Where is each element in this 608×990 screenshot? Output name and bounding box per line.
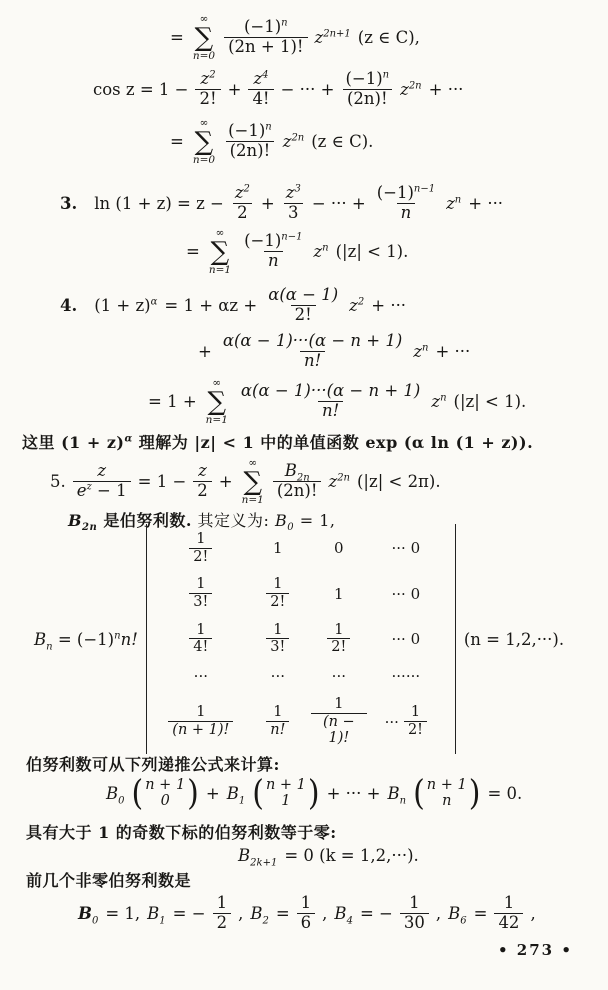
fraction-numerator — [197, 70, 220, 89]
numerator-exponent: n — [281, 17, 288, 29]
tail-ellipsis: + ··· — [428, 79, 464, 99]
binomial-top: n + 1 — [145, 777, 186, 793]
domain-condition: (z ∈ C). — [311, 132, 374, 151]
note-single-valued-function — [22, 430, 533, 453]
matrix-cell — [266, 622, 289, 656]
note-post: 理解为 |z| < 1 中的单值函数 exp (α ln (1 + z)). — [132, 433, 534, 452]
summation — [242, 458, 264, 505]
fraction-numerator — [373, 184, 439, 203]
cell-denominator: (n + 1)! — [168, 721, 233, 739]
fraction-denominator: 2 — [233, 203, 252, 223]
odd-index-intro-text: 具有大于 1 的奇数下标的伯努利数等于零: — [26, 823, 337, 842]
fraction-denominator: 6 — [297, 913, 316, 933]
cell-denominator: 2! — [189, 548, 212, 566]
summation — [206, 378, 228, 425]
binomial-bottom: n — [442, 792, 452, 809]
fraction — [224, 18, 307, 57]
fraction — [193, 462, 212, 501]
subscript-n: n — [46, 640, 53, 652]
recurrence-intro-text: 伯努利数可从下列递推公式来计算: — [26, 755, 280, 774]
exponent: 2n — [291, 132, 305, 144]
summation-upper-limit: ∞ — [248, 457, 258, 469]
plus-operator: + — [218, 472, 233, 491]
cell-numerator: 1 — [196, 704, 206, 721]
numerator-base: (−1) — [345, 69, 383, 88]
fraction-denominator: 3 — [284, 203, 303, 223]
exponent: 2n+1 — [323, 28, 351, 40]
matrix-cell — [311, 696, 367, 747]
numerator-base: (−1) — [376, 183, 414, 202]
value-B1 — [147, 903, 166, 927]
subscript-4: 4 — [346, 915, 353, 927]
formula-bernoulli-values — [78, 894, 536, 933]
power-term — [283, 132, 305, 151]
binomial-bottom: 1 — [281, 792, 291, 809]
bernoulli-B: B — [34, 629, 47, 649]
summation-upper-limit: ∞ — [199, 117, 209, 129]
plain-text: 其定义为: — [191, 511, 275, 530]
variable-z: z — [328, 472, 338, 491]
fraction — [373, 184, 439, 223]
value-B0 — [78, 903, 99, 927]
equals-sign: = — [275, 903, 290, 923]
alpha-exponent: α — [150, 296, 158, 308]
variable-z: z — [349, 295, 358, 315]
equals-minus: = − — [172, 903, 206, 923]
cell-numerator: 1 — [273, 576, 283, 593]
fraction-denominator: n — [264, 251, 283, 271]
open-paren: ( — [252, 773, 264, 814]
bernoulli-B: B — [78, 903, 92, 923]
bold-text: 是伯努利数. — [97, 511, 192, 530]
summation-upper-limit: ∞ — [212, 377, 222, 389]
numerator-exponent: n — [382, 69, 390, 81]
bernoulli-B: B — [68, 511, 83, 530]
domain-condition: (|z| < 2π). — [357, 472, 441, 491]
matrix-cell: ··· 0 — [391, 539, 421, 558]
alpha-exponent: α — [124, 433, 133, 445]
cell-numerator: 1 — [196, 576, 206, 593]
close-paren: ) — [187, 773, 199, 814]
item-number: 3. — [60, 193, 78, 213]
fraction-numerator — [224, 122, 276, 141]
value-B6 — [448, 903, 467, 927]
bernoulli-B: B — [238, 846, 251, 865]
comma: , — [530, 903, 536, 923]
cell-dots: ··· — [384, 712, 399, 731]
matrix-cell — [189, 531, 212, 565]
coefficient-B1 — [226, 784, 246, 807]
summation — [193, 14, 215, 61]
cell-numerator: 1 — [410, 704, 421, 721]
variable-z: z — [285, 183, 295, 202]
power-term — [413, 342, 428, 361]
fraction-numerator: α(α − 1) — [268, 285, 339, 304]
summation-lower-limit: n=0 — [192, 153, 216, 166]
ellipsis-operators: − ··· + — [280, 79, 335, 99]
domain-condition: (|z| < 1). — [453, 392, 527, 411]
summation — [193, 118, 215, 165]
exponent-z: z — [86, 481, 92, 493]
summation-lower-limit: n=0 — [192, 49, 216, 62]
fraction — [341, 70, 393, 109]
matrix-cell: ··· — [270, 667, 285, 686]
power-term — [328, 472, 350, 491]
exponent: n — [440, 392, 447, 404]
matrix-cell: 1 — [334, 584, 344, 603]
exponent: 3 — [294, 183, 301, 195]
note-pre: 这里 (1 + z) — [22, 433, 125, 452]
matrix-cell — [385, 704, 427, 738]
plus-operator: + — [227, 79, 242, 99]
exponent-n: n — [114, 630, 121, 641]
variable-z: z — [431, 392, 441, 411]
domain-condition: (|z| < 1). — [335, 242, 409, 261]
bernoulli-B: B — [334, 903, 347, 923]
fraction — [494, 894, 523, 933]
fraction — [73, 462, 131, 501]
summation-lower-limit: n=1 — [205, 413, 228, 426]
fraction-denominator: 2 — [213, 913, 232, 933]
bernoulli-determinant-formula — [34, 530, 565, 747]
matrix-cell — [189, 622, 212, 656]
formula-ln-expansion — [60, 184, 503, 223]
close-paren: ) — [307, 773, 320, 814]
fraction-numerator: α(α − 1)···(α − n + 1) — [222, 331, 403, 350]
comma: , — [322, 903, 328, 923]
cell-numerator: 1 — [196, 621, 206, 638]
matrix-cell: ··· 0 — [391, 629, 421, 648]
value-B2 — [250, 903, 269, 927]
fraction — [195, 70, 220, 109]
binomial-top: n + 1 — [426, 777, 467, 793]
bernoulli-B0: B — [275, 511, 288, 530]
summation-upper-limit: ∞ — [199, 13, 209, 25]
cell-denominator: 2! — [327, 638, 350, 656]
numerator-exponent: n — [265, 121, 272, 133]
tail-ellipsis: + ··· — [371, 295, 407, 315]
fraction-denominator: (2n)! — [343, 89, 392, 109]
tail-ellipsis: + ··· — [435, 341, 471, 361]
variable-z: z — [200, 69, 210, 88]
binomial-bottom: 0 — [160, 792, 170, 809]
cell-denominator: 2! — [404, 721, 427, 739]
open-paren: ( — [413, 773, 425, 814]
mid-text: = 1 + αz + — [164, 295, 258, 315]
variable-z: z — [314, 28, 324, 47]
exponent: 2n — [408, 80, 422, 92]
fraction-denominator: n! — [300, 351, 325, 371]
fraction-denominator: 2! — [195, 89, 220, 109]
summation-lower-limit: n=1 — [241, 493, 264, 506]
matrix-cell: ··· — [331, 667, 346, 686]
bernoulli-B: B — [448, 903, 461, 923]
matrix-cell: 1 — [273, 539, 283, 558]
variable-z: z — [446, 193, 455, 213]
binomial-column — [143, 778, 187, 810]
summation-lower-limit: n=1 — [208, 263, 232, 276]
cell-denominator: 2! — [266, 593, 289, 611]
power-term — [446, 194, 461, 213]
fraction-denominator — [73, 481, 131, 501]
equals-minus-one: = (−1) — [52, 629, 115, 649]
binomial-coefficient — [252, 773, 320, 814]
cell-denominator: n! — [266, 721, 289, 739]
power-term — [431, 392, 446, 411]
matrix-cell: ··· — [193, 667, 208, 686]
fraction-denominator: n — [397, 203, 416, 223]
bernoulli-B: B — [250, 903, 263, 923]
formula-odd-bernoulli-zero — [238, 846, 419, 869]
fraction-denominator: 2! — [291, 305, 316, 325]
binomial-coefficient — [131, 773, 199, 814]
exponent: n — [422, 342, 429, 354]
fraction — [297, 894, 316, 933]
power-term — [400, 80, 422, 99]
fraction-numerator — [341, 70, 393, 89]
fraction — [264, 286, 342, 325]
binomial-column — [425, 778, 469, 810]
equals-zero: = 0. — [487, 784, 523, 804]
fraction — [240, 232, 306, 271]
subscript-1: 1 — [238, 795, 246, 807]
comma: , — [238, 903, 244, 923]
variable-z: z — [253, 69, 263, 88]
fraction — [273, 462, 322, 501]
determinant-matrix — [146, 524, 456, 754]
variable-z: z — [234, 183, 244, 202]
bernoulli-B: B — [147, 903, 160, 923]
fraction-denominator: 2 — [193, 481, 212, 501]
formula-binomial-general-term — [198, 332, 470, 371]
fraction — [400, 894, 429, 933]
close-paren: ) — [468, 773, 481, 814]
item-number: 4. — [60, 295, 78, 315]
formula-binomial-series — [60, 286, 406, 325]
exponent: 2 — [243, 183, 250, 195]
coefficient-Bn — [387, 784, 407, 807]
fraction-denominator: (2n + 1)! — [224, 37, 307, 57]
summation-upper-limit: ∞ — [215, 227, 225, 239]
fraction-numerator: 1 — [300, 893, 312, 912]
power-term — [313, 242, 328, 261]
formula-binomial-series-sum — [148, 378, 526, 425]
subscript-2k1: 2k+1 — [250, 857, 278, 869]
cell-denominator: 4! — [189, 638, 212, 656]
fraction-numerator — [281, 461, 314, 484]
sigma-symbol: ∑ — [207, 386, 227, 417]
bernoulli-B: B — [387, 784, 400, 804]
equals-zero-range: = 0 (k = 1,2,···). — [284, 846, 419, 865]
fraction-numerator: 1 — [409, 893, 420, 912]
numerator-base: (−1) — [243, 17, 282, 37]
equals-minus: = − — [359, 903, 393, 923]
fraction-denominator: (2n)! — [226, 141, 275, 161]
cell-numerator: 1 — [334, 621, 344, 638]
lead-text: ln (1 + z) = z − — [94, 193, 224, 213]
variable-z: z — [282, 132, 292, 151]
subscript-1: 1 — [159, 915, 166, 927]
bernoulli-B: B — [226, 784, 239, 804]
plus-operator: + — [198, 341, 212, 361]
cell-denominator: (n − 1)! — [311, 713, 367, 747]
formula-sin-series-sum — [170, 14, 420, 61]
determinant-lhs — [34, 629, 138, 652]
numerator-base: (−1) — [244, 231, 282, 251]
comma: , — [435, 903, 442, 923]
cell-fraction — [404, 704, 427, 738]
fraction-numerator — [240, 232, 306, 251]
cell-denominator: 3! — [189, 593, 212, 611]
tail-ellipsis: + ··· — [468, 193, 504, 213]
value-B4 — [334, 903, 353, 927]
fraction-numerator: 1 — [503, 893, 515, 912]
mid-text: = 1 − — [137, 472, 187, 491]
exponent: n — [322, 242, 329, 254]
open-paren: ( — [131, 773, 144, 814]
power-base — [94, 296, 157, 315]
page-number: • 273 • — [498, 941, 573, 959]
sigma-symbol: ∑ — [194, 22, 214, 53]
plus-operator: + — [260, 193, 275, 213]
equals-one: = 1, — [105, 903, 141, 923]
fraction-denominator: 30 — [400, 913, 429, 933]
formula-cos-expansion — [93, 70, 463, 109]
cell-numerator: 1 — [334, 696, 344, 713]
matrix-cell — [168, 704, 233, 738]
fraction-numerator — [282, 184, 305, 203]
bernoulli-B: B — [106, 784, 119, 804]
fraction-numerator: 1 — [216, 893, 228, 912]
cell-numerator: 1 — [273, 621, 283, 638]
numerator-exponent: n−1 — [413, 183, 436, 195]
fraction — [219, 332, 406, 371]
fraction-denominator: (2n)! — [273, 481, 322, 501]
subscript-2n: 2n — [296, 472, 310, 484]
minus-one: − 1 — [91, 481, 127, 500]
n-factorial: n! — [120, 629, 138, 649]
exponent: 2 — [357, 296, 365, 308]
sigma-symbol: ∑ — [194, 126, 214, 157]
subscript-2: 2 — [262, 915, 269, 927]
coefficient-B0 — [106, 784, 125, 807]
item-number: 5. — [50, 472, 66, 491]
fraction-numerator: z — [97, 461, 107, 481]
variable-z: z — [313, 242, 323, 261]
bernoulli-B: B — [284, 461, 297, 481]
equals-sign: = — [186, 242, 200, 261]
matrix-cell — [266, 576, 289, 610]
fraction — [213, 894, 232, 933]
fraction-numerator — [240, 18, 292, 37]
subscript-6: 6 — [460, 915, 467, 927]
fraction-numerator — [231, 184, 254, 203]
cell-numerator: 1 — [273, 704, 283, 721]
formula-ln-series-sum — [186, 228, 408, 275]
binomial-coefficient — [413, 773, 481, 814]
fraction-numerator: α(α − 1)···(α − n + 1) — [240, 381, 421, 401]
binomial-column — [264, 778, 308, 810]
subscript-0: 0 — [118, 795, 125, 807]
fraction-denominator: n! — [318, 401, 343, 421]
equals-sign: = — [473, 903, 488, 923]
fraction-numerator — [249, 70, 272, 89]
exponent: 2 — [209, 69, 216, 81]
nonzero-values-intro-text: 前几个非零伯努利数是 — [26, 871, 192, 890]
matrix-cell — [189, 576, 212, 610]
subscript-n: n — [399, 795, 407, 807]
cell-denominator: 3! — [266, 638, 289, 656]
ellipsis-operators: + ··· + — [326, 784, 381, 804]
fraction — [224, 122, 276, 161]
power-term — [315, 28, 351, 47]
formula-cos-series-sum — [170, 118, 373, 165]
cell-numerator: 1 — [196, 530, 206, 547]
sigma-symbol: ∑ — [210, 236, 230, 267]
matrix-cell: ··· 0 — [391, 584, 421, 603]
variable-z: z — [400, 79, 409, 99]
formula-bernoulli-generating-function — [50, 458, 441, 505]
power-term — [349, 296, 364, 315]
matrix-cell: ······ — [391, 667, 421, 686]
subscript-0: 0 — [287, 522, 295, 534]
lead-text: cos z = 1 − — [93, 79, 189, 99]
base-text: (1 + z) — [94, 295, 151, 315]
fraction — [248, 70, 273, 109]
equals-sign: = — [170, 28, 184, 47]
variable-z: z — [413, 341, 423, 361]
subscript-0: 0 — [91, 915, 99, 927]
plus-operator: + — [205, 784, 220, 804]
coefficient-B2k1 — [238, 846, 278, 869]
equals-one: = 1, — [294, 511, 336, 530]
fraction — [231, 184, 254, 223]
fraction-denominator: 4! — [248, 89, 273, 109]
sigma-symbol: ∑ — [243, 466, 262, 497]
matrix-cell — [327, 622, 350, 656]
equals-text: = 1 + — [148, 392, 197, 411]
equals-sign: = — [170, 132, 184, 151]
fraction-numerator: z — [198, 461, 207, 481]
fraction — [282, 184, 305, 223]
matrix-cell: 0 — [334, 539, 344, 558]
subscript-2n: 2n — [82, 522, 98, 534]
summation — [209, 228, 231, 275]
domain-condition: (z ∈ C), — [357, 28, 420, 47]
numerator-base: (−1) — [228, 121, 266, 141]
determinant-range: (n = 1,2,···). — [463, 629, 565, 649]
euler-e: e — [76, 481, 87, 500]
ellipsis-operators: − ··· + — [311, 193, 366, 213]
exponent: 4 — [262, 69, 269, 81]
numerator-exponent: n−1 — [281, 231, 303, 243]
fraction — [237, 382, 424, 421]
formula-bernoulli-recurrence — [106, 773, 523, 814]
exponent: n — [454, 194, 462, 206]
fraction-denominator: 42 — [494, 913, 523, 933]
matrix-cell — [266, 704, 289, 738]
exponent: 2n — [337, 472, 350, 484]
binomial-top: n + 1 — [265, 777, 306, 793]
